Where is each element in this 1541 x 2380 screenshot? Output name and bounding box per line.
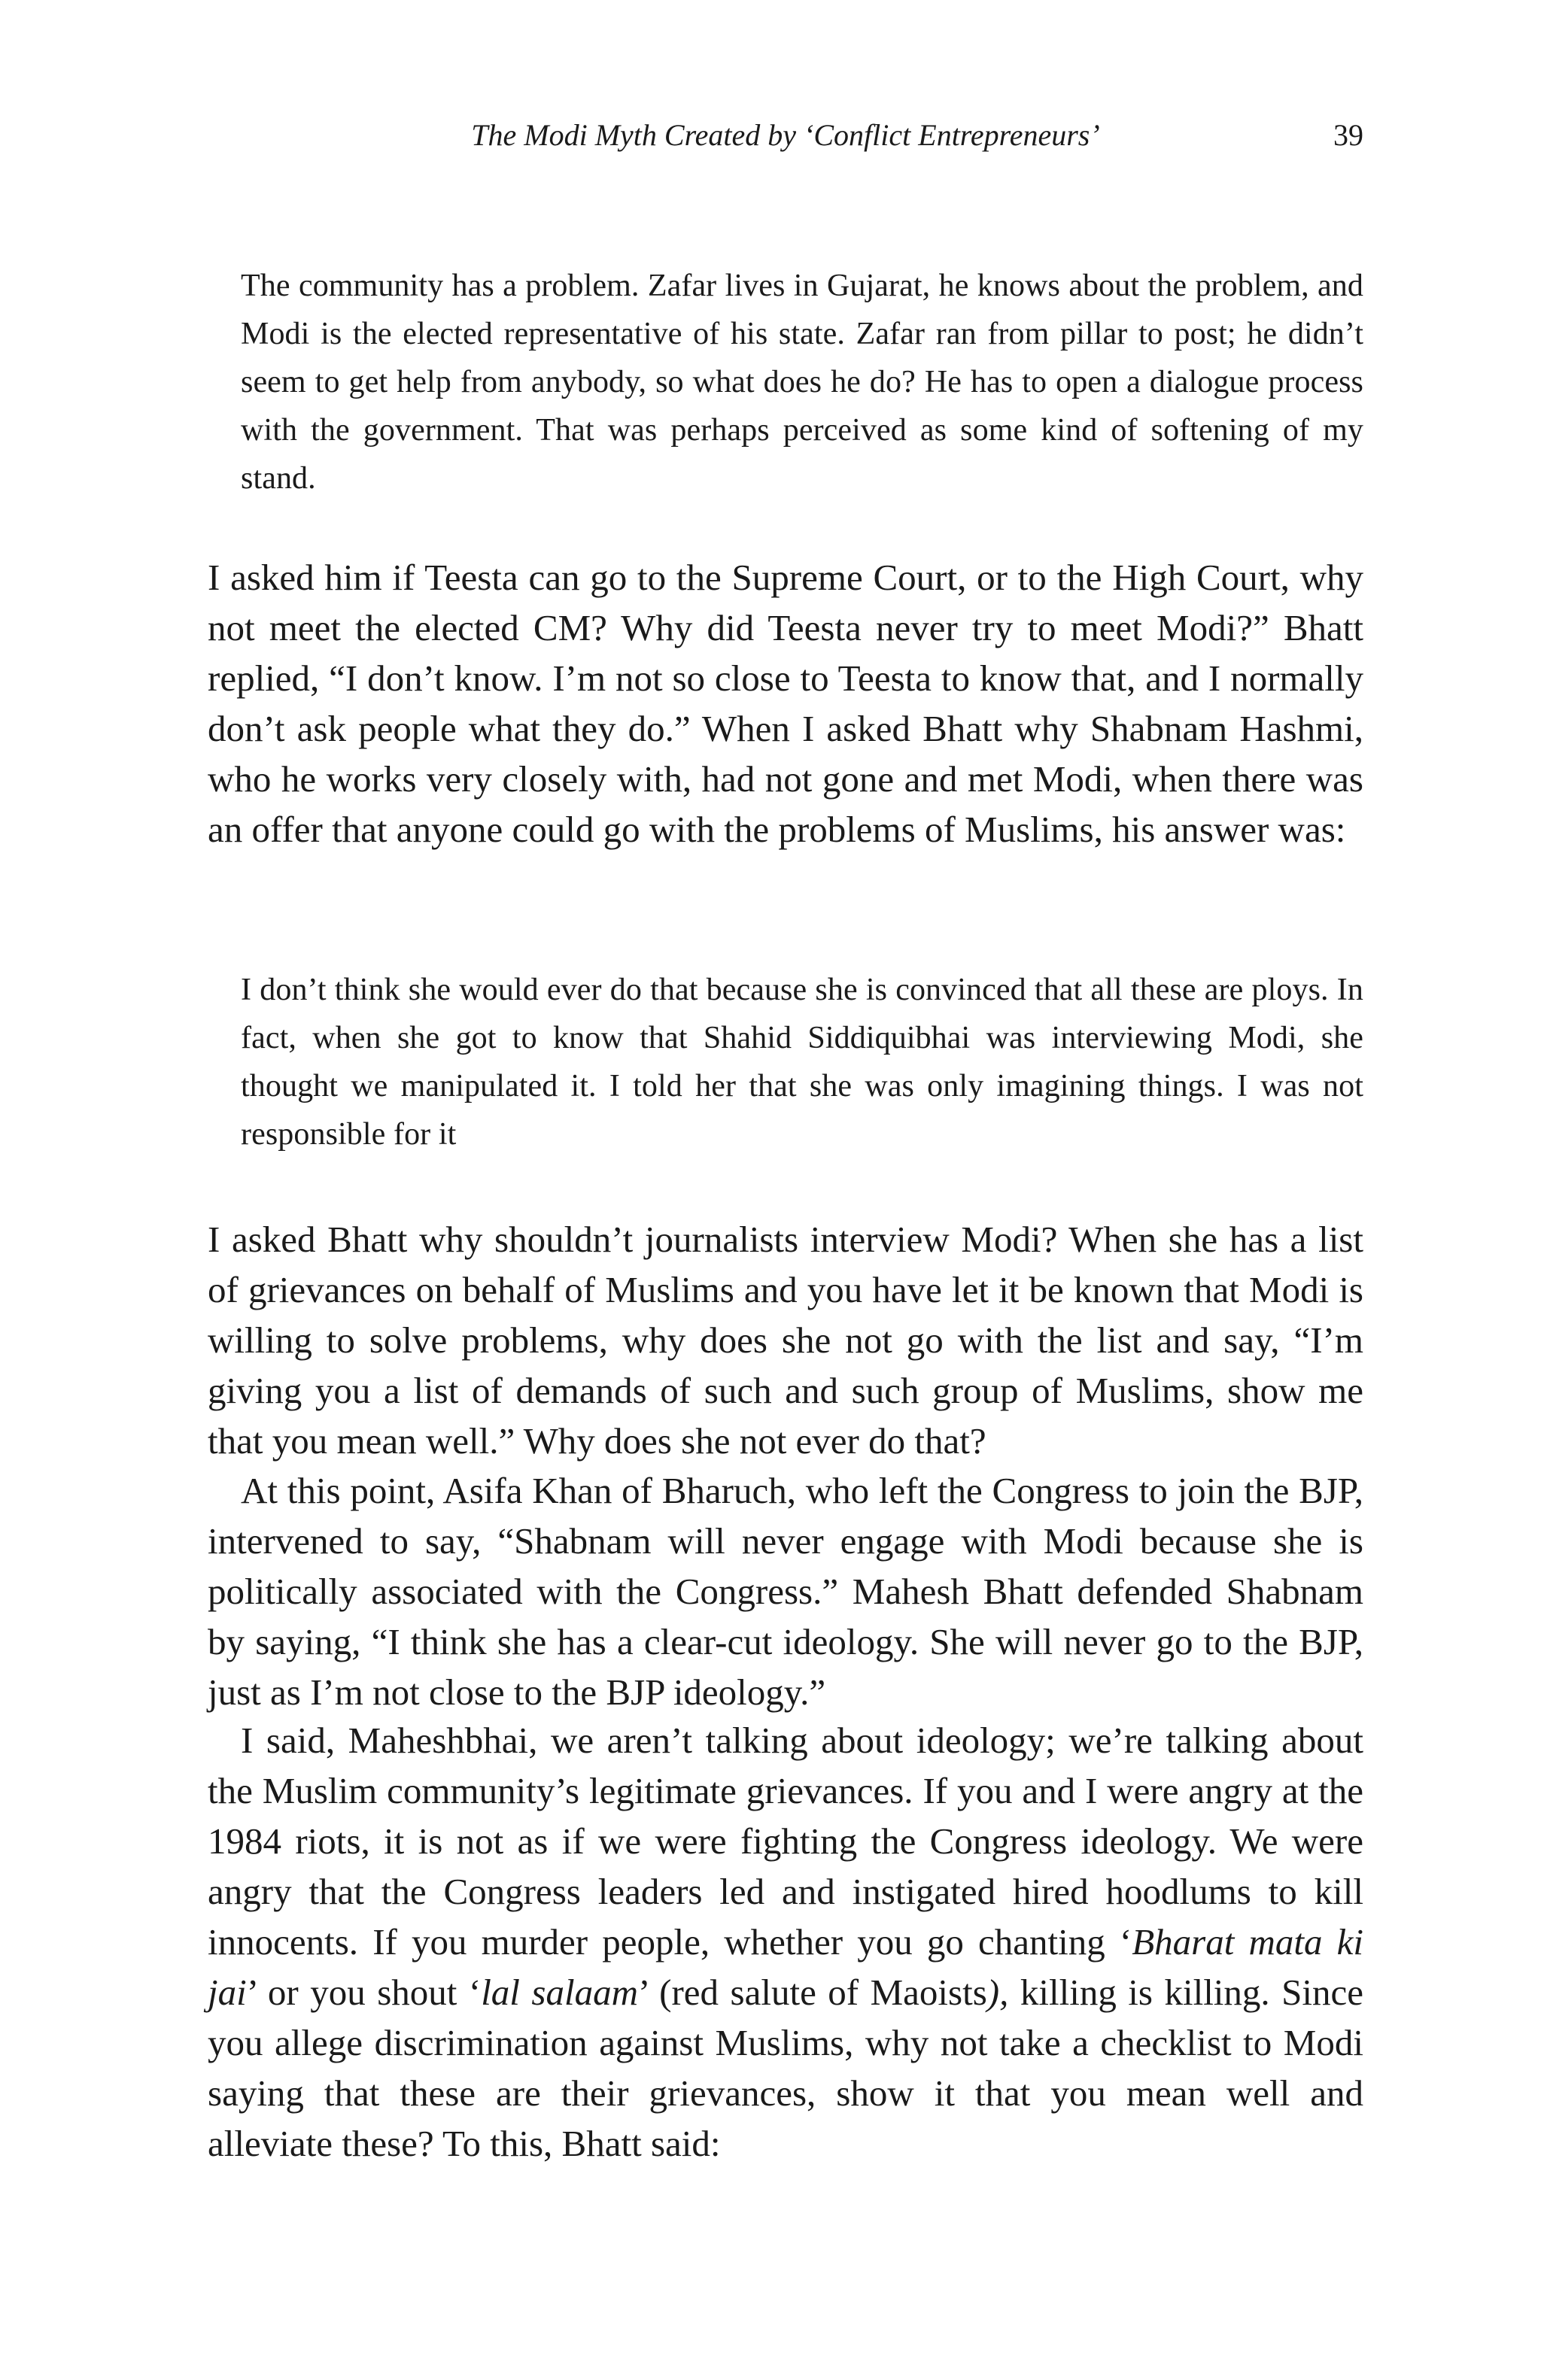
italic-phrase-lal-salaam: lal salaam: [481, 1972, 638, 2013]
text-run: ’ or you shout ‘: [246, 1972, 482, 2013]
running-head-title: The Modi Myth Created by ‘Conflict Entrepreneurs’: [471, 118, 1100, 152]
text-run: I said, Maheshbhai, we aren’t talking about ideology; we’re talking about the Muslim community’s legitimate grievances. If you and I were angry at the 1984 riots, it is not as if we were fighting the Congress ideology. We were angry that the Congress leaders led and instigated hired hoodlums to kill innocents. If you murder people, whether you go chanting ‘: [208, 1720, 1363, 1963]
running-head: [208, 113, 1363, 158]
paragraph-teesta: I asked him if Teesta can go to the Supreme Court, or to the High Court, why not meet the elected CM? Why did Teesta never try to meet Modi?” Bhatt replied, “I don’t know. I’m not so close to Teesta to know that, and I normally don’t ask people what they do.” When I asked Bhatt why Shabnam Hashmi, who he works very closely with, had not gone and met Modi, when there was an offer that anyone could go with the problems of Muslims, his answer was:: [208, 557, 1363, 850]
block-quote-zafar: The community has a problem. Zafar lives in Gujarat, he knows about the problem, and Modi is the elected representative of his state. Zafar ran from pillar to post; he didn’t seem to get help from anybody, so what does he do? He has to open a dialogue process with the government. That was perhaps perceived as some kind of softening of my stand.: [241, 269, 1363, 496]
text-run: ’ (red salute of Maoists: [637, 1972, 987, 2013]
italic-punctuation: ),: [986, 1972, 1009, 2013]
paragraph-journalists: I asked Bhatt why shouldn’t journalists interview Modi? When she has a list of grievances on behalf of Muslims and you have let it be known that Modi is willing to solve problems, why does she not go with the list and say, “I’m giving you a list of demands of such and such group of Muslims, show me that you mean well.” Why does she not ever do that?: [208, 1219, 1363, 1462]
paragraph-asifa-khan: At this point, Asifa Khan of Bharuch, who left the Congress to join the BJP, intervened to say, “Shabnam will never engage with Modi because she is politically associated with the Congress.” Mahesh Bhatt defended Shabnam by saying, “I think she has a clear-cut ideology. She will never go to the BJP, just as I’m not close to the BJP ideology.”: [208, 1470, 1363, 1713]
italic-phrase-bharat-mata: Bharat mata ki jai: [208, 1921, 1363, 2013]
paragraph-ideology: [208, 1715, 1363, 2169]
page-number: 39: [1333, 118, 1363, 152]
block-quote-shabnam: I don’t think she would ever do that because she is convinced that all these are ploys. In fact, when she got to know that Shahid Siddiquibhai was interviewing Modi, she thought we manipulated it. I told her that she was only imagining things. I was not responsible for it: [241, 973, 1363, 1152]
text-run: killing is killing. Since you allege discrimination against Muslims, why not take a checklist to Modi saying that these are their grievances, show it that you mean well and alleviate these? To this, Bhatt said:: [208, 1972, 1364, 2164]
